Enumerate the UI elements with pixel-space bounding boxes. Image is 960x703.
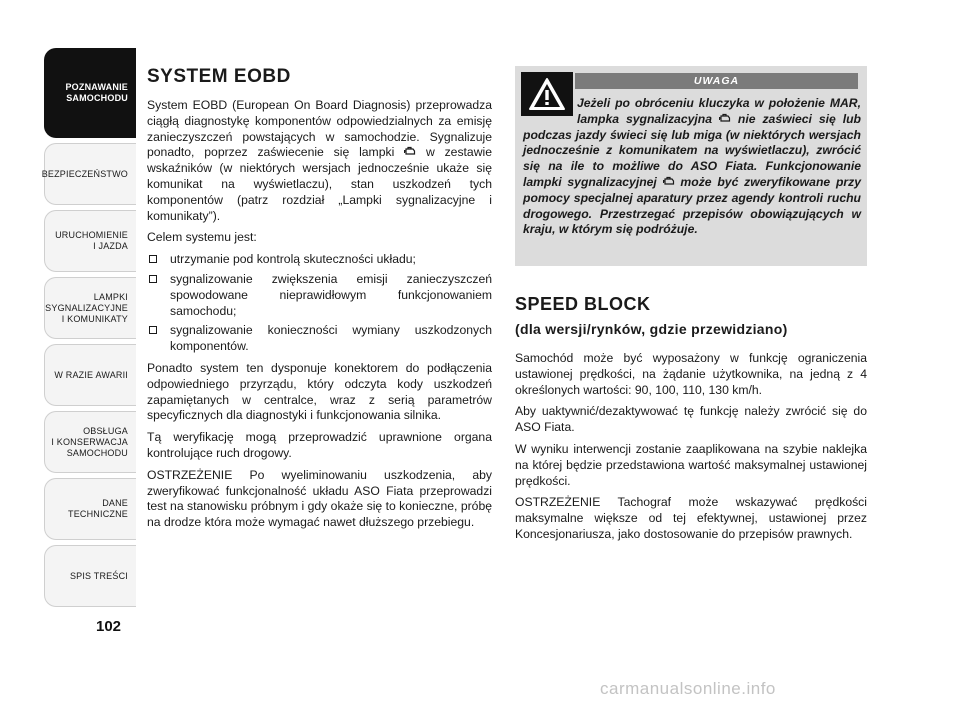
speed-block-section [515, 294, 867, 549]
warning-box [515, 66, 867, 266]
warning-text [523, 96, 861, 238]
speed-block-paragraph-4: OSTRZEŻENIE Tachograf może wskazywać prędkości maksymalne większe od tej efektywnej, ustawionej przez Koncesjonariusza, jako dostosowanie do przepisów prawnych. [515, 495, 867, 541]
tab-obsluga-i-konserwacja[interactable]: OBSŁUGA I KONSERWACJA SAMOCHODU [44, 411, 136, 473]
eobd-goal-heading: Celem systemu jest: [147, 230, 257, 245]
tab-lampki-sygnalizacyjne[interactable]: LAMPKI SYGNALIZACYJNE I KOMUNIKATY [44, 277, 136, 339]
warning-text-part-a: Jeżeli po obróceniu kluczyka w położenie MAR, lampka sygnalizacyjna [577, 96, 861, 126]
goal-text: sygnalizowanie zwiększenia emisji zanieczyszczeń spowodowane nieprawidłowym funkcjonowaniem samochodu; [170, 271, 492, 318]
eobd-verify-paragraph: Tą weryfikację mogą przeprowadzić uprawnione organa kontrolujące ruch drogowy. [147, 430, 492, 460]
eobd-goal-list [147, 252, 492, 355]
list-item [147, 252, 492, 268]
tab-bezpieczenstwo[interactable]: BEZPIECZEŃSTWO [44, 143, 136, 205]
eobd-intro [147, 98, 492, 224]
goal-text: utrzymanie pod kontrolą skuteczności układu; [170, 252, 416, 267]
warning-text-part-c: może być zweryfikowane przy pomocy specjalnej aparatury przez agendy kontroli ruchu drogowego. Przestrzegać przepisów obowiązujących w kraju, w którym się podróżuje. [523, 174, 862, 237]
warning-label: UWAGA [575, 73, 858, 89]
speed-block-subtitle: (dla wersji/rynków, gdzie przewidziano) [515, 321, 788, 337]
eobd-title: SYSTEM EOBD [147, 66, 291, 87]
warning-text-part-b: nie zaświeci się lub podczas jazdy świeci się lub miga (w niektórych wersjach jednocześnie z komunikatem na wyświetlaczu), zwrócić się na ile to możliwe do ASO Fiata. Funkcjonowanie lampki sygnalizacyjnej [523, 111, 862, 189]
eobd-intro-part-a: System EOBD (European On Board Diagnosis) przeprowadza ciągłą diagnostykę komponentów odpowiedzialnych za emisję zanieczyszczeń powstających w samochodzie. Sygnalizuje ponadto, poprzez zaświecenie się lampki [147, 98, 492, 160]
engine-check-lamp-icon [663, 176, 675, 187]
page-number: 102 [96, 618, 122, 635]
engine-check-lamp-icon [719, 113, 731, 124]
tab-spis-tresci[interactable]: SPIS TREŚCI [44, 545, 136, 607]
eobd-connector-paragraph: Ponadto system ten dysponuje konektorem do podłączenia odpowiedniego przyrządu, który odczyta kody uszkodzeń zapamiętanych w centralce, wraz z serią parametrów specyficznych dla diagnostyki i funkcjonowania silnika. [147, 360, 492, 423]
tab-poznawanie-samochodu[interactable]: POZNAWANIE SAMOCHODU [44, 48, 136, 138]
eobd-warning-paragraph: OSTRZEŻENIE Po wyeliminowaniu uszkodzenia, aby zweryfikować funkcjonalność układu ASO Fiata przeprowadzi test na stanowisku próbnym i gdy okaże się to konieczne, próbę na drodze która może wymagać nawet dłuższego przebiegu. [147, 467, 492, 530]
speed-block-paragraph-2: Aby uaktywnić/dezaktywować tę funkcję należy zwrócić się do ASO Fiata. [515, 404, 867, 435]
engine-check-lamp-icon [404, 146, 416, 157]
checkbox-bullet-icon [149, 326, 157, 334]
list-item [147, 323, 492, 355]
speed-block-title: SPEED BLOCK [515, 294, 651, 314]
eobd-section [147, 66, 492, 537]
list-item [147, 272, 492, 319]
tab-dane-techniczne[interactable]: DANE TECHNICZNE [44, 478, 136, 540]
tab-uruchomienie-i-jazda[interactable]: URUCHOMIENIE I JAZDA [44, 210, 136, 272]
goal-text: sygnalizowanie konieczności wymiany uszkodzonych komponentów. [170, 323, 492, 354]
checkbox-bullet-icon [149, 275, 157, 283]
watermark: carmanualsonline.info [600, 679, 776, 698]
speed-block-paragraph-1: Samochód może być wyposażony w funkcję ograniczenia ustawionej prędkości, na żądanie użytkownika, na jedną z 4 określonych wartości: 90, 100, 110, 130 km/h. [515, 351, 867, 397]
speed-block-paragraph-3: W wyniku interwencji zostanie zaaplikowana na szybie naklejka na której będzie przedstawiona wartość maksymalnej ustawionej prędkości. [515, 441, 867, 488]
checkbox-bullet-icon [149, 255, 157, 263]
tab-w-razie-awarii[interactable]: W RAZIE AWARII [44, 344, 136, 406]
chapter-tabs [41, 48, 136, 612]
eobd-intro-part-b: w zestawie wskaźników (w niektórych wersjach jednocześnie ukaże się komunikat na wyświetlaczu), stan uszkodzeń tych komponentów (patrz rozdział „Lampki sygnalizacyjne i komunikaty”). [147, 145, 492, 223]
